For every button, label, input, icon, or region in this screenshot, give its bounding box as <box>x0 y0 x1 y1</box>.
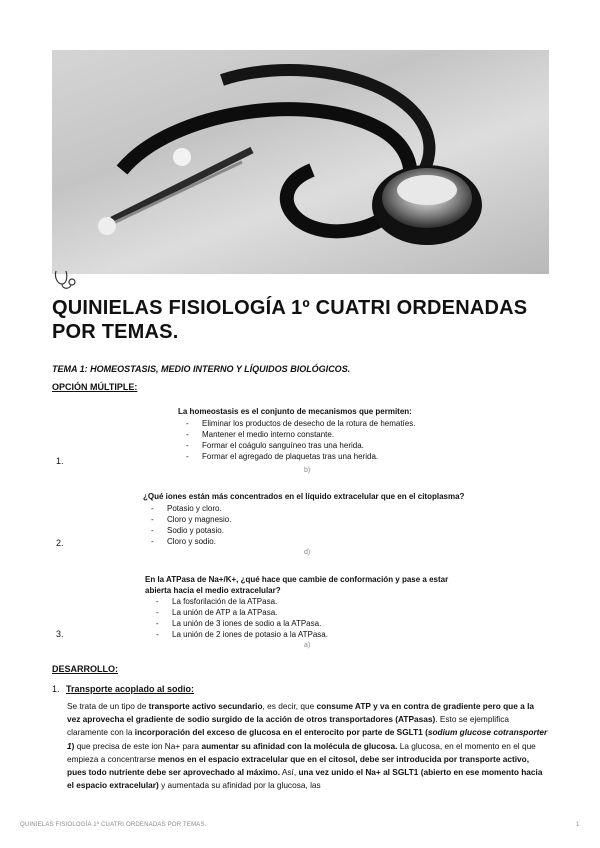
development-heading: DESARROLLO: <box>52 664 118 674</box>
option: - Cloro y sodio. <box>151 537 216 546</box>
option: - Potasio y cloro. <box>151 504 222 513</box>
option: - Cloro y magnesio. <box>151 515 232 524</box>
multiple-choice-heading: OPCIÓN MÚLTIPLE: <box>52 382 138 392</box>
option: - Formar el coágulo sanguíneo tras una herida. <box>186 441 364 450</box>
question-number: 1. <box>56 456 64 466</box>
option: - Mantener el medio interno constante. <box>186 430 335 439</box>
question-stem-line-2: abierta hacia el medio extracelular? <box>145 586 281 595</box>
stethoscope-photo <box>52 50 549 274</box>
topic-heading: TEMA 1: HOMEOSTASIS, MEDIO INTERNO Y LÍQUIDOS BIOLÓGICOS. <box>52 364 351 374</box>
option: - Eliminar los productos de desecho de la rotura de hematíes. <box>186 419 416 428</box>
question-number: 3. <box>56 629 64 639</box>
answer-key: b) <box>304 467 311 474</box>
option: - La unión de 3 iones de sodio a la ATPasa. <box>156 619 322 628</box>
option: - Sodio y potasio. <box>151 526 224 535</box>
option: - La unión de 2 iones de potasio a la ATPasa. <box>156 630 328 639</box>
stethoscope-icon <box>52 268 78 292</box>
question-number: 2. <box>56 538 64 548</box>
options-list <box>143 503 231 547</box>
answer-key: a) <box>304 642 311 649</box>
option: - La unión de ATP a la ATPasa. <box>156 608 278 617</box>
answer-key: d) <box>304 549 311 556</box>
footer-title: QUINIELAS FISIOLOGÍA 1º CUATRI ORDENADAS POR TEMAS. <box>20 822 207 828</box>
options-list <box>178 418 415 462</box>
question-stem: ¿Qué iones están más concentrados en el líquido extracelular que en el citoplasma? <box>143 492 465 501</box>
section-paragraph: Se trata de un tipo de transporte activo secundario, es decir, que consume ATP y va en contra de gradiente pero que a la vez aprovecha el gradiente de sodio surgido de la acción de otros transportadores (ATPasas). Esto se ejemplifica claramente con la incorporación del exceso de glucosa en el enterocito por parte de SGLT1 (sodium glucose cotransporter 1) que precisa de este ion Na+ para aumentar su afinidad con la molécula de glucosa. La glucosa, en el momento en el que empieza a concentrarse menos en el espacio extracelular que en el citosol, debe ser introducida por transporte activo, pues todo nutriente debe ser aprovechado al máximo. Así, una vez unido el Na+ al SGLT1 (abierto en ese momento hacia el espacio extracelular) y aumentada su afinidad por la glucosa, las <box>67 701 548 791</box>
question-stem-line-1: En la ATPasa de Na+/K+, ¿qué hace que cambie de conformación y pase a estar <box>145 575 449 584</box>
options-list <box>148 596 328 640</box>
section-heading: 1. Transporte acoplado al sodio: <box>52 684 195 694</box>
option: - La fosforilación de la ATPasa. <box>156 597 278 606</box>
question-stem: La homeostasis es el conjunto de mecanismos que permiten: <box>178 407 412 416</box>
option: - Formar el agregado de plaquetas tras una herida. <box>186 452 379 461</box>
document-title: QUINIELAS FISIOLOGÍA 1º CUATRI ORDENADAS POR TEMAS. <box>52 297 528 343</box>
page-number: 1 <box>576 822 580 828</box>
